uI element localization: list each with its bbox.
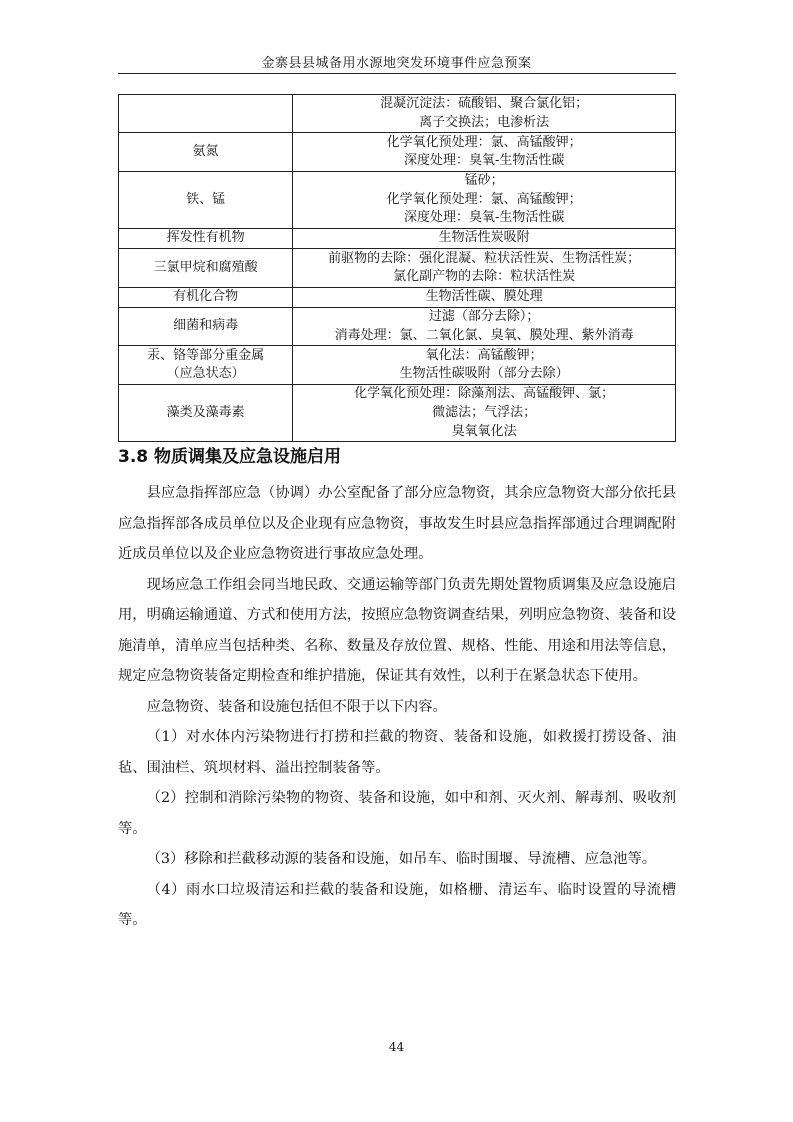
method-line: 深度处理：臭氧-生物活性碳 [403,153,565,169]
paragraph: 现场应急工作组会同当地民政、交通运输等部门负责先期处置物质调集及应急设施启用，明确运输通道、方式和使用方法，按照应急物资调查结果，列明应急物资、装备和设施清单，清单应当包括种类、名称、数量及存放位置、规格、性能、用途和用法等信息，规定应急物资装备定期检查和维护措施，保证其有效性，以利于在紧急状态下使用。 [118,576,676,684]
table-row [119,346,676,385]
method-line: 氯化副产物的去除：粒状活性炭 [393,269,576,285]
method-line: 化学氧化预处理：氯、高锰酸钾； [386,134,582,150]
method-line: 化学氧化预处理：除藻剂法、高锰酸钾、氯； [354,386,615,402]
pollutant-cell: 三氯甲烷和腐殖酸 [119,249,293,288]
paragraph: 应急物资、装备和设施包括但不限于以下内容。 [146,698,447,715]
method-line: 前驱物的去除：强化混凝、粒状活性炭、生物活性炭； [328,250,641,266]
section-body [118,478,676,936]
method-line: 氧化法：高锰酸钾； [425,347,543,363]
method-line: 化学氧化预处理：氯、高锰酸钾； [386,191,582,207]
table-row [119,95,676,133]
method-cell [293,308,676,346]
method-cell [293,288,676,308]
method-cell [293,172,676,229]
table-row [119,229,676,249]
page-number: 44 [388,1040,405,1054]
table-row [119,133,676,172]
method-line: 深度处理：臭氧-生物活性碳 [403,210,565,226]
method-line: 锰砂； [464,173,504,189]
list-item: （1）对水体内污染物进行打捞和拦截的物资、装备和设施，如救援打捞设备、油毡、围油栏、筑坝材料、溢出控制装备等。 [118,729,676,776]
method-cell [293,346,676,385]
method-line: 离子交换法；电渗析法 [419,114,550,130]
method-cell [293,249,676,288]
method-line: 消毒处理：氯、二氧化氯、臭氧、膜处理、紫外消毒 [334,327,634,343]
list-item: （4）雨水口垃圾清运和拦截的装备和设施，如格栅、清运车、临时设置的导流槽等。 [118,881,676,928]
pollutant-cell [119,95,293,133]
method-line: 生物活性碳、膜处理 [425,289,543,305]
pollutant-cell: 挥发性有机物 [119,229,293,249]
pollutant-cell: 汞、铬等部分重金属 （应急状态） [119,346,293,385]
pollutant-cell: 藻类及藻毒素 [119,385,293,442]
remediation-table [118,94,676,442]
table-row [119,308,676,346]
method-cell [293,229,676,249]
method-cell [293,133,676,172]
table-row [119,385,676,442]
list-item: （2）控制和消除污染物的物资、装备和设施，如中和剂、灭火剂、解毒剂、吸收剂等。 [118,790,676,837]
method-cell [293,95,676,133]
method-line: 微滤法；气浮法； [432,405,537,421]
section-heading: 3.8 物质调集及应急设施启用 [118,447,342,467]
pollutant-cell: 细菌和病毒 [119,308,293,346]
pollutant-cell: 有机化合物 [119,288,293,308]
header-rule [118,73,676,74]
method-line: 生物活性炭吸附 [438,230,530,246]
method-line: 混凝沉淀法：硫酸铝、聚合氯化铝； [380,96,589,111]
table-row [119,249,676,288]
pollutant-cell: 氨氮 [119,133,293,172]
method-line: 过滤（部分去除）； [428,309,540,325]
table-row [119,172,676,229]
pollutant-cell: 铁、锰 [119,172,293,229]
method-line: 生物活性碳吸附（部分去除） [399,366,569,382]
list-item: （3）移除和拦截移动源的装备和设施，如吊车、临时围堰、导流槽、应急池等。 [146,851,657,867]
method-line: 臭氧氧化法 [451,423,517,439]
table-row [119,288,676,308]
paragraph: 县应急指挥部应急（协调）办公室配备了部分应急物资，其余应急物资大部分依托县应急指挥部各成员单位以及企业现有应急物资，事故发生时县应急指挥部通过合理调配附近成员单位以及企业应急物资进行事故应急处理。 [118,485,676,562]
method-cell [293,385,676,442]
running-header: 金寨县县城备用水源地突发环境事件应急预案 [261,56,532,71]
